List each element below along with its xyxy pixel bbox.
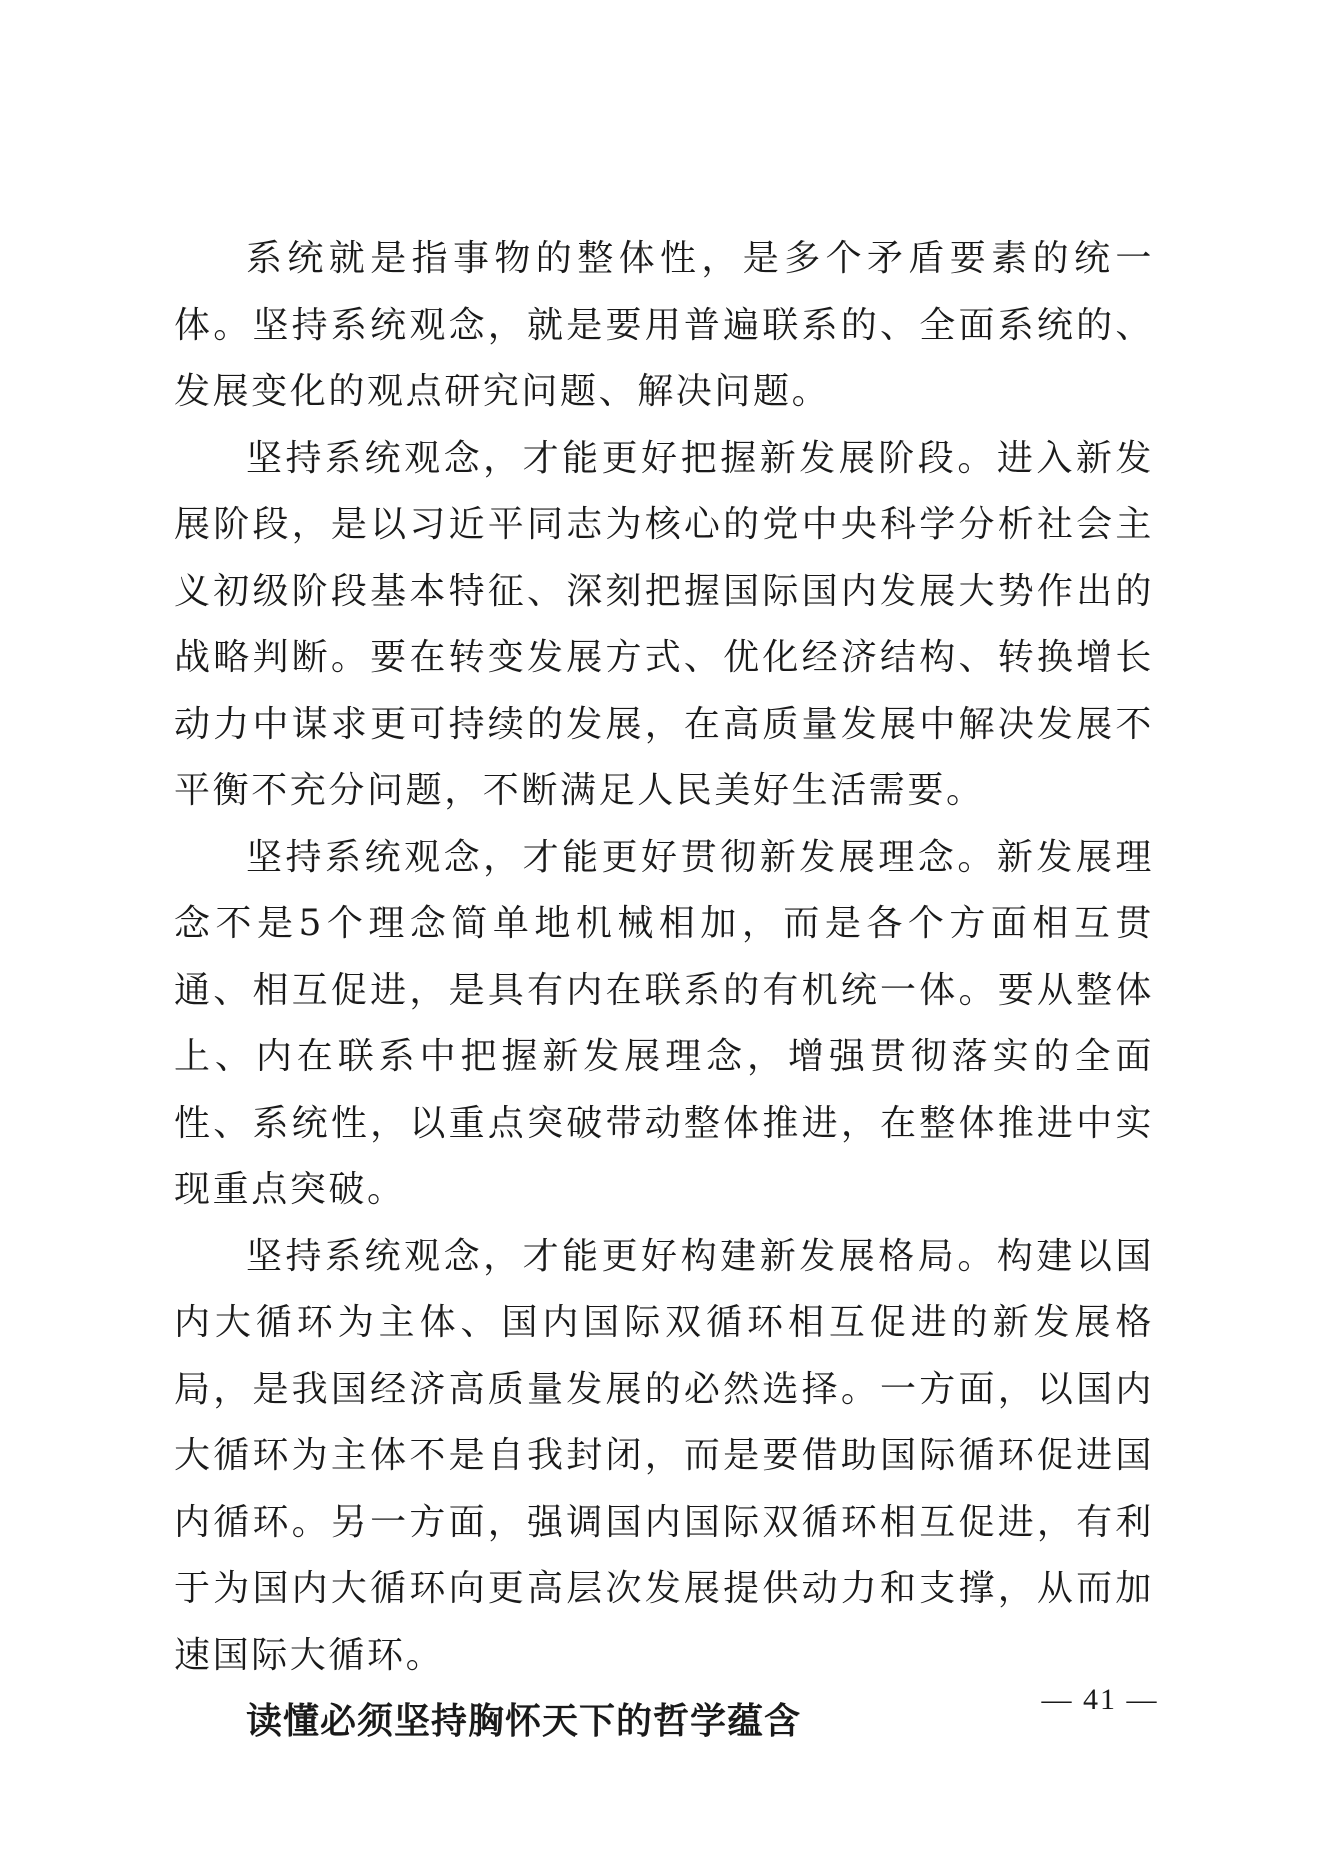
section-heading: 读懂必须坚持胸怀天下的哲学蕴含 bbox=[246, 1701, 802, 1742]
document-body bbox=[174, 226, 1154, 1756]
paragraph-new-development-philosophy: 坚持系统观念，才能更好贯彻新发展理念。新发展理念不是5个理念简单地机械相加，而是各个方面相互贯通、相互促进，是具有内在联系的有机统一体。要从整体上、内在联系中把握新发展理念，增强贯彻落实的全面性、系统性，以重点突破带动整体推进，在整体推进中实现重点突破。 bbox=[174, 836, 1154, 1210]
paragraph-new-development-pattern: 坚持系统观念，才能更好构建新发展格局。构建以国内大循环为主体、国内国际双循环相互促进的新发展格局，是我国经济高质量发展的必然选择。一方面，以国内大循环为主体不是自我封闭，而是要借助国际循环促进国内循环。另一方面，强调国内国际双循环相互促进，有利于为国内大循环向更高层次发展提供动力和支撑，从而加速国际大循环。 bbox=[174, 1235, 1154, 1676]
paragraph-system-definition: 系统就是指事物的整体性，是多个矛盾要素的统一体。坚持系统观念，就是要用普遍联系的、全面系统的、发展变化的观点研究问题、解决问题。 bbox=[174, 238, 1154, 412]
paragraph-new-development-stage: 坚持系统观念，才能更好把握新发展阶段。进入新发展阶段，是以习近平同志为核心的党中央科学分析社会主义初级阶段基本特征、深刻把握国际国内发展大势作出的战略判断。要在转变发展方式、优化经济结构、转换增长动力中谋求更可持续的发展，在高质量发展中解决发展不平衡不充分问题，不断满足人民美好生活需要。 bbox=[174, 437, 1154, 811]
page-number: — 41 — bbox=[1041, 1683, 1159, 1716]
